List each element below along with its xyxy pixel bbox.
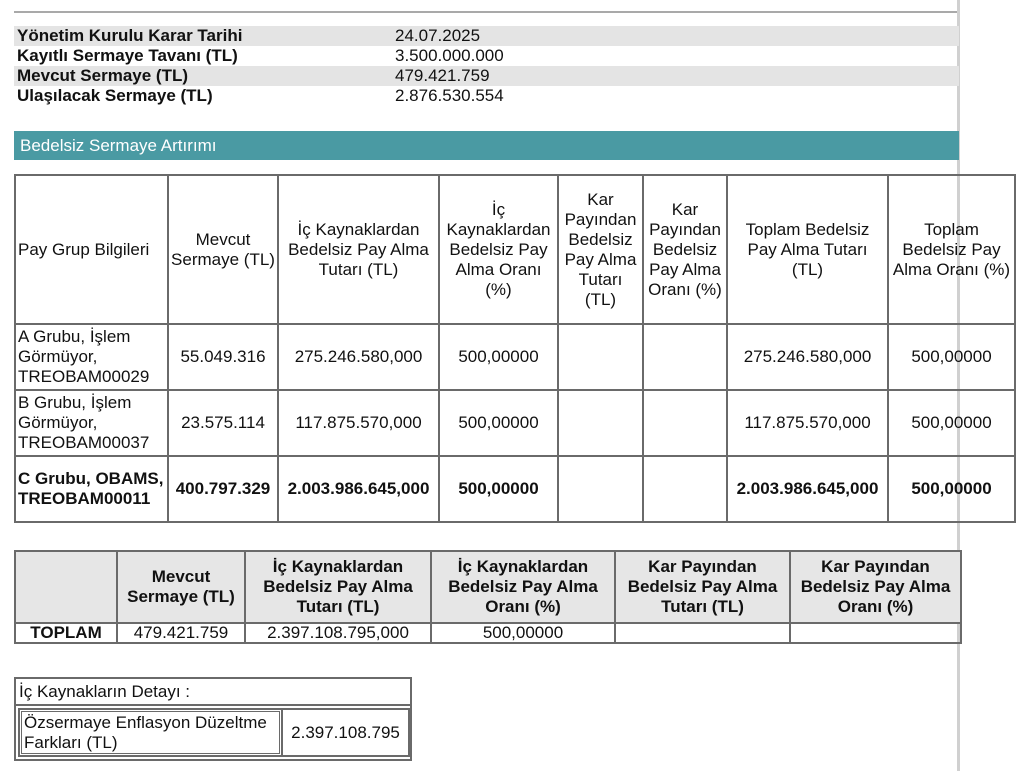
total-internal-rate: 500,00000 bbox=[431, 623, 615, 643]
info-label: Yönetim Kurulu Karar Tarihi bbox=[14, 26, 392, 46]
dividend-rate bbox=[643, 324, 727, 390]
group-name: B Grubu, İşlem Görmüyor, TREOBAM00037 bbox=[15, 390, 168, 456]
dividend-amount bbox=[558, 324, 643, 390]
table-header-row bbox=[15, 175, 1015, 324]
dividend-amount bbox=[558, 390, 643, 456]
internal-amount: 275.246.580,000 bbox=[278, 324, 439, 390]
info-label: Ulaşılacak Sermaye (TL) bbox=[17, 86, 213, 105]
info-label: Kayıtlı Sermaye Tavanı (TL) bbox=[17, 46, 238, 65]
total-amount: 2.003.986.645,000 bbox=[727, 456, 888, 522]
current-capital: 400.797.329 bbox=[168, 456, 278, 522]
info-value: 3.500.000.000 bbox=[395, 46, 504, 65]
totals-table-viewport bbox=[14, 550, 960, 650]
total-dividend-rate bbox=[790, 623, 961, 643]
table-row bbox=[15, 456, 1015, 522]
internal-rate: 500,00000 bbox=[439, 390, 558, 456]
total-internal-amount: 2.397.108.795,000 bbox=[245, 623, 431, 643]
column-header: Kar Payından Bedelsiz Pay Alma Oranı (%) bbox=[790, 551, 961, 623]
totals-row bbox=[15, 623, 961, 643]
total-rate: 500,00000 bbox=[888, 456, 1015, 522]
info-label: Mevcut Sermaye (TL) bbox=[14, 66, 392, 86]
total-rate: 500,00000 bbox=[888, 324, 1015, 390]
totals-table bbox=[14, 550, 962, 644]
capital-info-table bbox=[14, 26, 959, 106]
total-dividend-amount bbox=[615, 623, 790, 643]
column-header: Kar Payından Bedelsiz Pay Alma Oranı (%) bbox=[643, 175, 727, 324]
column-header: Kar Payından Bedelsiz Pay Alma Tutarı (TL) bbox=[558, 175, 643, 324]
internal-sources-row bbox=[16, 706, 410, 759]
column-header: İç Kaynaklardan Bedelsiz Pay Alma Tutarı (TL) bbox=[245, 551, 431, 623]
info-row bbox=[14, 66, 959, 86]
column-header bbox=[15, 551, 117, 623]
column-header: Kar Payından Bedelsiz Pay Alma Tutarı (TL) bbox=[615, 551, 790, 623]
info-value: 24.07.2025 bbox=[392, 26, 959, 46]
info-value: 2.876.530.554 bbox=[395, 86, 504, 105]
internal-sources-label: Özsermaye Enflasyon Düzeltme Farkları (TL) bbox=[18, 708, 283, 757]
current-capital: 55.049.316 bbox=[168, 324, 278, 390]
total-rate: 500,00000 bbox=[888, 390, 1015, 456]
column-header: İç Kaynaklardan Bedelsiz Pay Alma Tutarı (TL) bbox=[278, 175, 439, 324]
info-value: 479.421.759 bbox=[392, 66, 959, 86]
total-amount: 275.246.580,000 bbox=[727, 324, 888, 390]
internal-sources-box bbox=[14, 677, 412, 761]
internal-rate: 500,00000 bbox=[439, 324, 558, 390]
info-row bbox=[14, 26, 959, 46]
column-header: Toplam Bedelsiz Pay Alma Oranı (%) bbox=[888, 175, 1015, 324]
internal-amount: 117.875.570,000 bbox=[278, 390, 439, 456]
dividend-rate bbox=[643, 456, 727, 522]
group-name: A Grubu, İşlem Görmüyor, TREOBAM00029 bbox=[15, 324, 168, 390]
groups-table-viewport bbox=[14, 174, 1011, 529]
table-row bbox=[15, 390, 1015, 456]
column-header: İç Kaynaklardan Bedelsiz Pay Alma Oranı (%) bbox=[439, 175, 558, 324]
current-capital: 23.575.114 bbox=[168, 390, 278, 456]
table-header-row bbox=[15, 551, 961, 623]
column-header: Toplam Bedelsiz Pay Alma Tutarı (TL) bbox=[727, 175, 888, 324]
section-title: Bedelsiz Sermaye Artırımı bbox=[14, 131, 959, 160]
internal-rate: 500,00000 bbox=[439, 456, 558, 522]
totals-label: TOPLAM bbox=[15, 623, 117, 643]
column-header: Mevcut Sermaye (TL) bbox=[168, 175, 278, 324]
info-row bbox=[14, 86, 959, 106]
total-current-capital: 479.421.759 bbox=[117, 623, 245, 643]
dividend-amount bbox=[558, 456, 643, 522]
column-header: Pay Grup Bilgileri bbox=[15, 175, 168, 324]
table-row bbox=[15, 324, 1015, 390]
internal-sources-title: İç Kaynakların Detayı : bbox=[16, 679, 410, 706]
internal-amount: 2.003.986.645,000 bbox=[278, 456, 439, 522]
group-name: C Grubu, OBAMS, TREOBAM00011 bbox=[15, 456, 168, 522]
groups-table bbox=[14, 174, 1016, 523]
column-header: Mevcut Sermaye (TL) bbox=[117, 551, 245, 623]
total-amount: 117.875.570,000 bbox=[727, 390, 888, 456]
column-header: İç Kaynaklardan Bedelsiz Pay Alma Oranı (%) bbox=[431, 551, 615, 623]
info-row bbox=[14, 46, 959, 66]
dividend-rate bbox=[643, 390, 727, 456]
top-divider bbox=[14, 11, 960, 13]
internal-sources-value: 2.397.108.795 bbox=[283, 708, 410, 757]
